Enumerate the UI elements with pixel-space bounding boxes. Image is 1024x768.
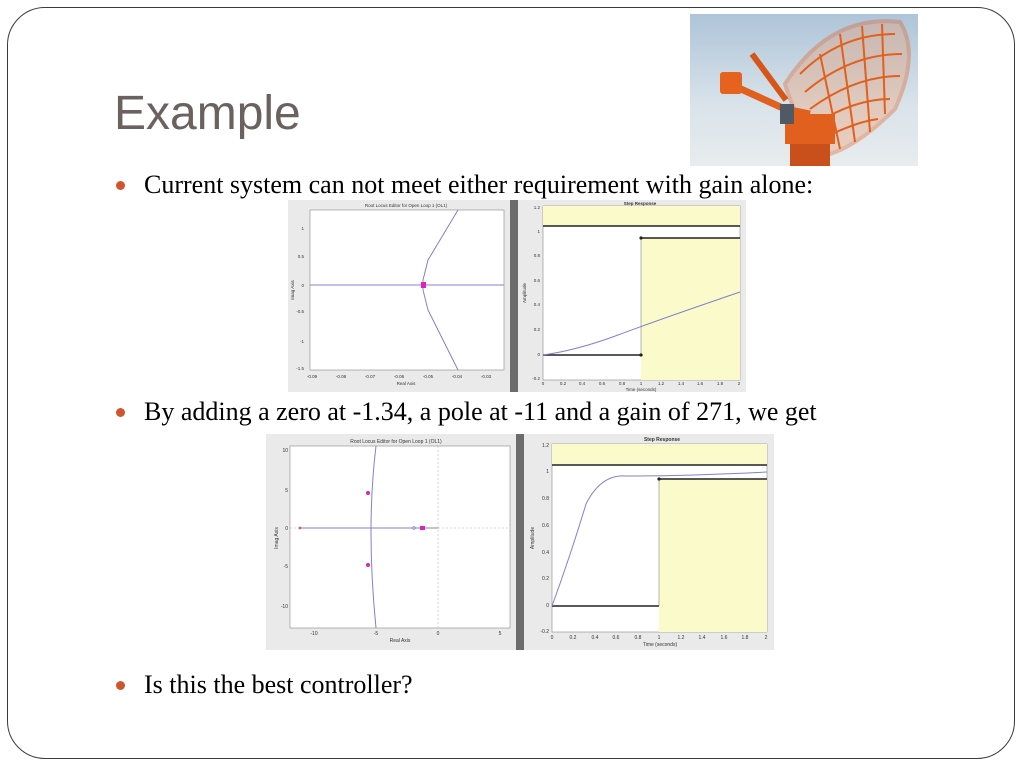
svg-text:Amplitude: Amplitude (522, 282, 527, 304)
svg-text:0.4: 0.4 (591, 635, 599, 641)
svg-text:0.2: 0.2 (533, 327, 540, 332)
rl2-axes (290, 446, 510, 628)
bullet-text: Current system can not meet either requirement with gain alone: (144, 170, 814, 199)
svg-text:1: 1 (546, 469, 549, 475)
svg-text:0.4: 0.4 (578, 381, 586, 386)
svg-text:1: 1 (301, 226, 304, 231)
bullet-dot-icon (116, 408, 125, 417)
svg-text:0: 0 (301, 283, 304, 288)
bullet-dot-icon (116, 181, 125, 190)
svg-text:-0.08: -0.08 (335, 374, 347, 379)
svg-text:1.6: 1.6 (720, 635, 728, 641)
svg-text:Imag Axis: Imag Axis (290, 280, 295, 300)
svg-text:-0.03: -0.03 (480, 374, 492, 379)
svg-text:0.2: 0.2 (569, 635, 577, 641)
svg-text:-0.06: -0.06 (393, 374, 405, 379)
svg-text:2: 2 (764, 635, 768, 641)
svg-text:0.2: 0.2 (542, 576, 549, 582)
svg-text:0.8: 0.8 (634, 635, 642, 641)
svg-text:1.8: 1.8 (741, 635, 749, 641)
svg-text:1: 1 (657, 635, 661, 641)
svg-text:5: 5 (285, 488, 288, 494)
svg-text:Time (seconds): Time (seconds) (625, 387, 657, 392)
svg-text:0.6: 0.6 (598, 381, 606, 386)
rl1-axes (310, 210, 504, 370)
svg-text:Step Response: Step Response (643, 437, 681, 443)
svg-text:-1: -1 (299, 339, 304, 344)
svg-text:0: 0 (550, 635, 554, 641)
svg-text:1.8: 1.8 (716, 381, 724, 386)
rl2-pole-upper (366, 491, 370, 495)
rl2-pole-real (420, 526, 425, 530)
svg-text:Real Axis: Real Axis (389, 638, 411, 644)
rl1-title: Root Locus Editor for Open Loop 1 (OL1) (364, 203, 448, 208)
bullet-text: By adding a zero at -1.34, a pole at -11 and a gain of 271, we get (144, 397, 817, 426)
svg-text:0.6: 0.6 (612, 635, 620, 641)
svg-text:-0.5: -0.5 (296, 309, 304, 314)
figure-1-plots (288, 200, 746, 392)
svg-text:-1.5: -1.5 (296, 366, 304, 371)
svg-text:Time (seconds): Time (seconds) (642, 642, 678, 648)
svg-text:0: 0 (546, 603, 549, 609)
svg-text:1.2: 1.2 (657, 381, 665, 386)
svg-text:2: 2 (737, 381, 741, 386)
svg-text:0: 0 (436, 631, 440, 637)
step2-upper-constraint (552, 444, 767, 465)
radar-dish-photo (690, 14, 918, 166)
svg-text:-10: -10 (310, 631, 318, 637)
rl1-pole-marker (421, 282, 426, 288)
svg-text:1.2: 1.2 (533, 205, 540, 210)
svg-text:-0.09: -0.09 (306, 374, 318, 379)
step1-upper-constraint (543, 206, 740, 226)
svg-text:Real Axis: Real Axis (396, 381, 416, 386)
svg-text:-0.05: -0.05 (422, 374, 434, 379)
svg-text:1.4: 1.4 (677, 381, 685, 386)
svg-text:10: 10 (282, 448, 288, 454)
svg-text:0: 0 (541, 381, 545, 386)
svg-text:Root Locus Editor for Open Loo: Root Locus Editor for Open Loop 1 (OL1) (350, 439, 442, 445)
svg-text:Step Response: Step Response (623, 201, 657, 206)
svg-text:-0.04: -0.04 (451, 374, 463, 379)
svg-text:1: 1 (639, 381, 643, 386)
svg-text:0.4: 0.4 (542, 550, 549, 556)
svg-text:0: 0 (537, 352, 540, 357)
svg-text:Amplitude: Amplitude (530, 526, 536, 550)
figure-2-plots (266, 434, 774, 650)
svg-text:5: 5 (498, 631, 502, 637)
rl2-pole-lower (366, 563, 370, 567)
step2-settling-region (659, 479, 767, 632)
svg-text:1.6: 1.6 (696, 381, 704, 386)
svg-text:-5: -5 (373, 631, 379, 637)
svg-text:1.4: 1.4 (698, 635, 706, 641)
svg-text:1.2: 1.2 (677, 635, 685, 641)
svg-text:-10: -10 (280, 604, 288, 610)
bullet-dot-icon (116, 681, 125, 690)
svg-text:0.6: 0.6 (533, 278, 540, 283)
svg-text:0.4: 0.4 (533, 302, 540, 307)
svg-text:0.8: 0.8 (533, 253, 540, 258)
svg-text:0.5: 0.5 (297, 254, 304, 259)
svg-text:-5: -5 (283, 564, 288, 570)
svg-text:Imag Axis: Imag Axis (274, 527, 280, 549)
svg-text:0.2: 0.2 (559, 381, 567, 386)
svg-text:0.8: 0.8 (618, 381, 626, 386)
bullet-text: Is this the best controller? (144, 670, 413, 699)
svg-text:-0.2: -0.2 (532, 376, 540, 381)
svg-text:0.8: 0.8 (542, 496, 549, 502)
svg-text:-0.2: -0.2 (540, 629, 549, 635)
svg-text:0.6: 0.6 (542, 523, 549, 529)
svg-text:0: 0 (285, 526, 288, 532)
svg-text:1: 1 (537, 229, 540, 234)
svg-text:1.2: 1.2 (542, 443, 549, 449)
slide-title: Example (114, 87, 301, 140)
svg-text:-0.07: -0.07 (364, 374, 376, 379)
